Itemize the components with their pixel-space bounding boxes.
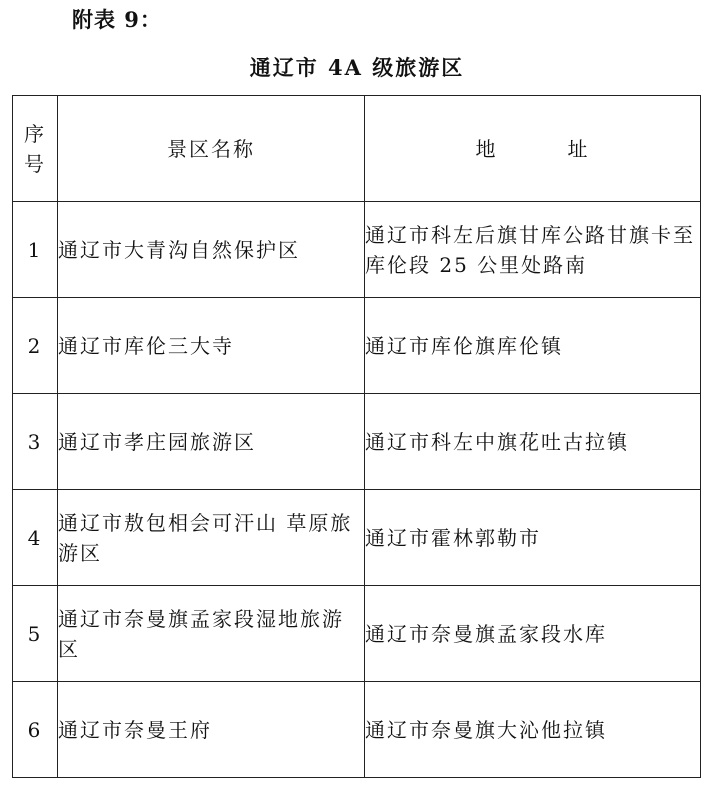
row-number: 6 (13, 682, 58, 778)
header-scenic-name: 景区名称 (58, 96, 365, 202)
row-number: 3 (13, 394, 58, 490)
table-row (13, 298, 701, 394)
table-row (13, 202, 701, 298)
table-row (13, 586, 701, 682)
table-row (13, 682, 701, 778)
scenic-address: 通辽市库伦旗库伦镇 (365, 298, 701, 394)
header-address (365, 96, 701, 202)
scenic-name: 通辽市孝庄园旅游区 (58, 394, 365, 490)
scenic-address: 通辽市科左中旗花吐古拉镇 (365, 394, 701, 490)
header-address-char: 址 (567, 136, 590, 161)
scenic-address: 通辽市奈曼旗大沁他拉镇 (365, 682, 701, 778)
table-header-row (13, 96, 701, 202)
header-serial-number (13, 96, 58, 202)
table-row (13, 394, 701, 490)
table-row (13, 490, 701, 586)
scenic-address: 通辽市霍林郭勒市 (365, 490, 701, 586)
scenic-area-table (12, 95, 701, 778)
header-serial-char: 序 (24, 121, 46, 146)
scenic-name: 通辽市大青沟自然保护区 (58, 202, 365, 298)
row-number: 1 (13, 202, 58, 298)
appendix-label: 附表 9： (72, 7, 162, 32)
scenic-name: 通辽市库伦三大寺 (58, 298, 365, 394)
row-number: 4 (13, 490, 58, 586)
scenic-address: 通辽市科左后旗甘库公路甘旗卡至库伦段 25 公里处路南 (365, 202, 701, 298)
document-title: 通辽市 4A 级旅游区 (249, 55, 465, 80)
scenic-address: 通辽市奈曼旗孟家段水库 (365, 586, 701, 682)
scenic-name: 通辽市敖包相会可汗山 草原旅游区 (58, 490, 365, 586)
row-number: 2 (13, 298, 58, 394)
scenic-name: 通辽市奈曼旗孟家段湿地旅游区 (58, 586, 365, 682)
row-number: 5 (13, 586, 58, 682)
scenic-name: 通辽市奈曼王府 (58, 682, 365, 778)
header-address-char: 地 (475, 136, 498, 161)
header-serial-char: 号 (24, 151, 46, 176)
